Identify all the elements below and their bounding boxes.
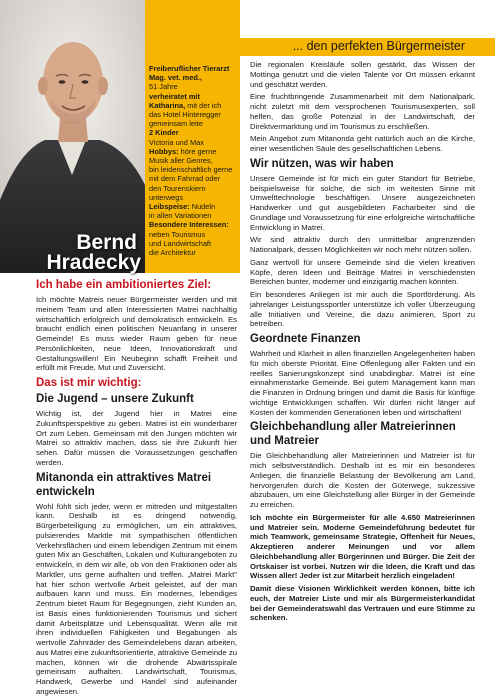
left-column — [36, 276, 237, 700]
candidate-last-name: Hradecky — [46, 251, 141, 274]
bio-panel — [145, 0, 240, 273]
bio-line: gemeinsam leite — [149, 119, 203, 129]
bio-spouse-text: mit der ich — [185, 100, 222, 110]
bio-hobbys-text: höre gerne — [178, 146, 217, 156]
bio-line — [149, 147, 238, 156]
bio-line: in allen Variationen — [149, 211, 212, 221]
portrait-photo — [0, 0, 145, 273]
paragraph: Die regionalen Kreisläufe sollen gestärkt, das Wissen der Mottinga genutzt und die vielen Talente vor Ort müssen erkannt und geschätzt werden. — [250, 60, 475, 89]
bio-line: verheiratet mit — [149, 91, 200, 101]
bio-line: 2 Kinder — [149, 128, 179, 138]
heading-youth: Die Jugend – unsere Zukunft — [36, 393, 194, 405]
heading-mitanonda: Mitanonda ein attraktives Matrei entwickeln — [36, 471, 212, 498]
bio-line: unterwegs — [149, 192, 184, 202]
paragraph: Wir sind attraktiv durch den unmittelbar angrenzenden Nationalpark, dessen Möglichkeiten wir noch mehr nützen sollen. — [250, 235, 475, 254]
bio-line: und Landwirtschaft — [149, 238, 212, 248]
paragraph-bold: Ich möchte ein Bürgermeister für alle 4.650 Matreierinnen und Matreier sein. Moderne Gemeindeführung bedeutet für mich Teamwork, gemeinsame Strategie, Offenheit für Neues, Akzeptieren anderer Meinungen und vor allem Gleichbehandlung aller Bürgerinnen und Bürger. Die Zeit der Ortskaiser ist vorbei. Nutzen wir die Ideen, die Kraft und das Wissen aller! Jeder ist zur Mitarbeit herzlich eingeladen! — [250, 512, 475, 581]
right-column — [250, 60, 475, 626]
paragraph: Ein besonderes Anliegen ist mir auch die Sportförderung. Als jahrelanger Leistungssportler unterstütze ich voller Überzeugung alle Initiativen und Vereine, die dazu animieren, Sport zu betreiben. — [250, 290, 475, 329]
bio-line: die Architektur — [149, 248, 196, 258]
bio-line: das Hotel Hinteregger — [149, 110, 221, 120]
bio-line: Victoria und Max — [149, 137, 204, 147]
bio-line: neben Tourismus — [149, 229, 206, 239]
paragraph-bold: Damit diese Visionen Wirklichkeit werden können, bitte ich euch, der Matreier Liste und mir als Bürgermeisterkandidat bei der Gemeinderatswahl das Vertrauen und eure Stimme zu schenken. — [250, 584, 475, 623]
bio-line — [149, 202, 238, 211]
paragraph: Die Gleichbehandlung aller Matreierinnen und Matreier ist für mich selbstverständlich. Deshalb ist es mir ein besonderes Anliegen, die finanzielle Belastung der Bevölkerung am Land, hervorgerufen durch die Kosten der Güterwege, sukzessive abzubauen, um eine Gleichstellung aller Bürger in der Gemeinde zu erreichen. — [250, 451, 475, 509]
bio-leibspeise-text: Nudeln — [189, 202, 216, 212]
bio-line: Mag. vet. med., — [149, 73, 202, 83]
bio-line: bin leidenschaftlich gerne — [149, 165, 233, 175]
bio-line: Musik aller Genres, — [149, 156, 213, 166]
bio-line: 51 Jahre — [149, 82, 178, 92]
bio-line: Besondere Interessen: — [149, 220, 229, 230]
paragraph: Wahrheit und Klarheit in allen finanziellen Angelegenheiten haben für mich oberste Priorität. Eine Offenlegung aller Fakten und ein reelles Sanierungskonzept sind unabdingbar. Matrei ist eine einnahmenstarke Gemeinde. Bei gutem Management kann man die Finanzen in Ordnung bringen und damit die Basis für künftige wichtige Entwicklungen schaffen. Wir dürfen nicht länger auf Kosten der kommenden Generationen leben und wirtschaften! — [250, 349, 475, 417]
bio-line: den Tourenskiern — [149, 183, 206, 193]
paragraph: Eine fruchtbringende Zusammenarbeit mit dem Nationalpark, nicht zuletzt mit dem versprochenen Tourismusexperten, soll helfen, das große Potenzial in der Landwirtschaft, der Direktvermarktung und im Tourismus zu erschließen. — [250, 92, 475, 131]
heading-use-what-we-have: Wir nützen, was wir haben — [250, 157, 394, 170]
headline-banner — [240, 38, 495, 56]
paragraph: Ich möchte Matreis neuer Bürgermeister werden und mit meinem Team und allen Interessierten Matrei nachhaltig wirtschaftlich erfolgreich und demokratisch entwickeln. Es braucht endlich einen politischen Neuanfang in unserer Gemeinde! Es muss wieder Raum geben für neue Persönlichkeiten, neue Ideen, Innovationskraft und Gestaltungswillen! Ein Neubeginn schafft Freiheit und erfüllt mit Freude, Mut und Zuversicht. — [36, 295, 237, 373]
paragraph: Unsere Gemeinde ist für mich ein guter Standort für Betriebe, beispielsweise für solche, die sich im weitesten Sinne mit Umwelttechnologie beschäftigen. Unsere ausgezeichneten Handwerker und gut ausgebildeten Facharbeiter sind die Grundlage und Voraussetzung für eine erfolgreiche wirtschaftliche Entwicklung in Matrei. — [250, 173, 475, 232]
paragraph: Mein Angebot zum Mitanonda geht natürlich auch an die Kirche, einer wesentlichen Säule des gesellschaftlichen Lebens. — [250, 134, 475, 153]
headline-text: ... den perfekten Bürgermeister — [292, 39, 465, 53]
bio-spouse: Katharina, — [149, 100, 186, 110]
heading-important: Das ist mir wichtig: — [36, 377, 142, 389]
heading-goal: Ich habe ein ambitioniertes Ziel: — [36, 279, 212, 291]
candidate-first-name: Bernd — [76, 231, 137, 254]
bio-line — [149, 101, 238, 110]
bio-hobbys-label: Hobbys: — [149, 146, 179, 156]
paragraph: Wichtig ist, der Jugend hier in Matrei eine Zukunftsperspektive zu geben. Matrei ist ein wunderbarer Ort zum Leben. Gemeinsam mit den Jungen möchten wir Matrei so attraktiv machen, dass sie ihre Zukunft hier sehen. Dafür müssen die Voraussetzungen geschaffen werden. — [36, 409, 237, 467]
paragraph: Wohl fühlt sich jeder, wenn er mitreden und mitgestalten kann. Deshalb ist es dringend notwendig, Bürgerbeteiligung zu ermöglichen, um ein attraktives, pulsierendes Marktle mit sympathischen öffentlichen Verkehrsflächen und einem lebendigen Zentrum mit einem guten Mix an Geschäften, Lokalen und Kulturangeboten zu entwickeln, in dem wir alle, ob von den Fraktionen oder als Marktler, uns gerne aufhalten und treffen. „Matrei Markt" hat hier schon wertvolle Arbeit geleistet, auf der man aufbauen kann und muss. Ein modernes, lebendiges Zentrum bietet Raum für Begegnungen, zieht Kunden an, ist Basis eines funktionierenden Tourismus und sichert damit Arbeitsplätze und Lebensqualität. Wenn alle mit ihren individuellen Fähigkeiten und Begabungen als wertvolle Zahnräder des Gemeindelebens daran arbeiten, aus Matrei eine zukunftsorientierte, attraktive Gemeinde zu machen, können wir die drohende Abwärtsspirale gemeinsam aufhalten. Landwirtschaft, Tourismus, Handwerk, Gewerbe und Handel sind aufeinander angewiesen. — [36, 501, 237, 696]
bio-line: Freiberuflicher Tierarzt — [149, 64, 230, 73]
heading-equal-treatment: Gleichbehandlung aller Matreierinnen und Matreier — [250, 421, 456, 448]
heading-finances: Geordnete Finanzen — [250, 333, 361, 345]
paragraph: Ganz wertvoll für unsere Gemeinde sind die vielen kreativen Köpfe, deren Ideen und Beiträge Matrei in verschiedensten Bereichen bunter, moderner und einzigartig machen könnten. — [250, 257, 475, 287]
bio-leibspeise-label: Leibspeise: — [149, 202, 190, 212]
bio-line: mit dem Fahrrad oder — [149, 174, 221, 184]
